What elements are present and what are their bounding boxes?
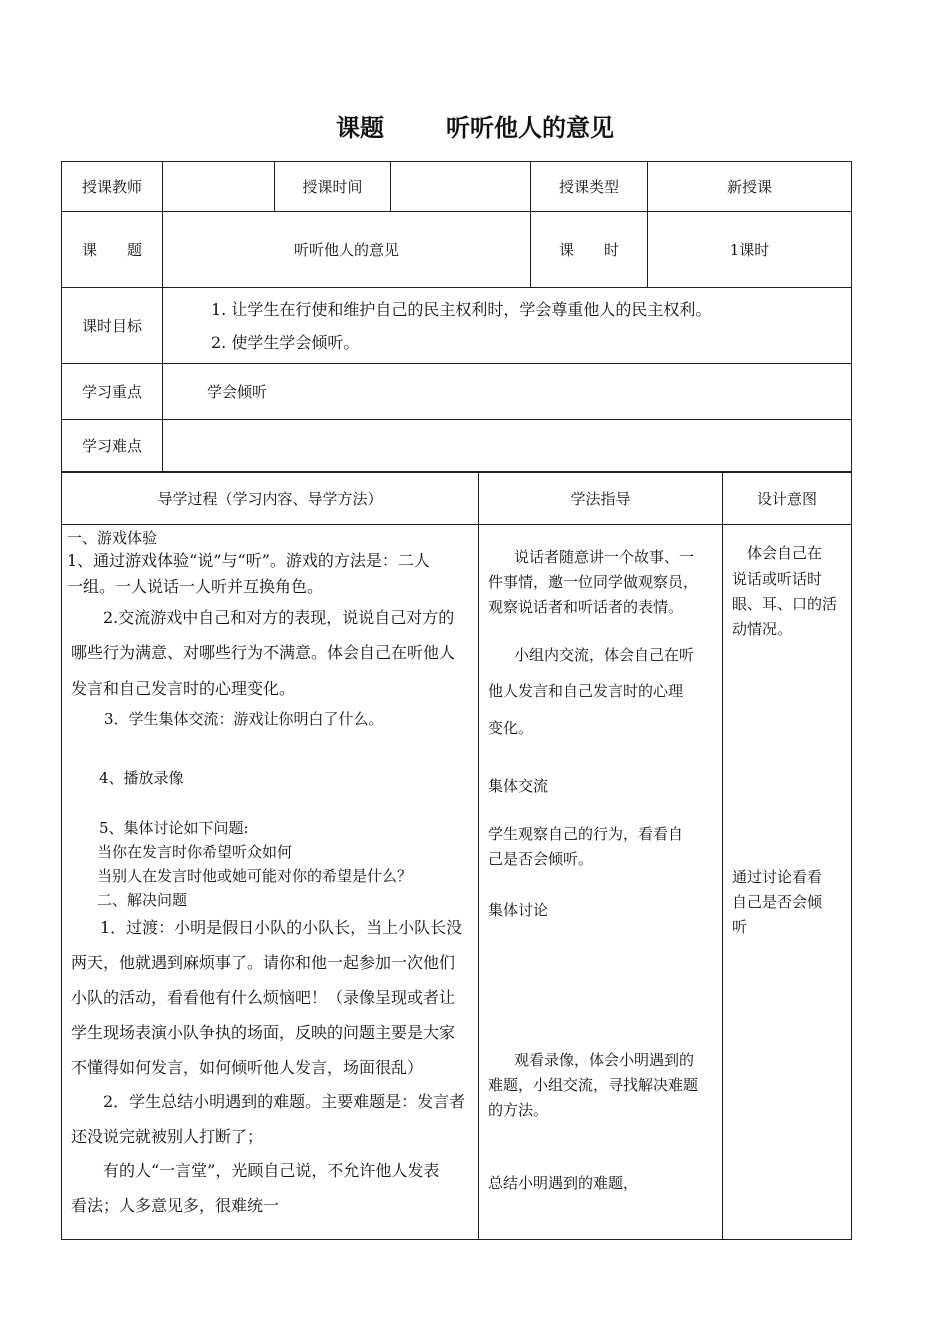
guide-line: 的方法。	[488, 1101, 549, 1119]
intent-line: 说话或听话时	[732, 570, 823, 588]
intent-line: 通过讨论看看	[732, 868, 823, 886]
guide-content-cell	[479, 525, 723, 1240]
process-line: 当别人在发言时他或她可能对你的希望是什么？	[97, 867, 413, 885]
guide-line: 件事情，邀一位同学做观察员，	[488, 573, 699, 591]
type-value: 新授课	[648, 162, 852, 212]
goal-item: 2. 使学生学会倾听。	[211, 332, 360, 352]
goals-label: 课时目标	[62, 288, 163, 364]
goal-item: 1. 让学生在行使和维护自己的民主权利时，学会尊重他人的民主权利。	[211, 299, 712, 319]
guide-line: 集体讨论	[488, 901, 549, 919]
process-line: 二、解决问题	[97, 891, 188, 909]
process-line: 哪些行为满意、对哪些行为不满意。体会自己在听他人	[71, 643, 456, 662]
process-line: 小队的活动，看看他有什么烦恼吧！（录像呈现或者让	[71, 988, 456, 1007]
title-topic: 听听他人的意见	[446, 114, 614, 142]
process-line: 一、游戏体验	[67, 529, 158, 547]
focus-value: 学会倾听	[163, 364, 852, 420]
topic-label: 课 题	[62, 212, 163, 288]
process-line: 发言和自己发言时的心理变化。	[71, 679, 296, 698]
guide-line: 总结小明遇到的难题，	[488, 1174, 639, 1192]
process-content-cell	[62, 525, 479, 1240]
goals-cell	[163, 288, 852, 364]
guide-line: 己是否会倾听。	[488, 850, 594, 868]
teacher-value	[163, 162, 275, 212]
process-line: 1、通过游戏体验“说”与“听”。游戏的方法是：二人	[67, 551, 430, 570]
intent-line: 动情况。	[732, 620, 793, 638]
process-line: 不懂得如何发言，如何倾听他人发言，场面很乱）	[71, 1058, 424, 1077]
guide-line: 说话者随意讲一个故事、一	[514, 548, 695, 566]
time-label: 授课时间	[275, 162, 391, 212]
intent-header: 设计意图	[723, 473, 852, 525]
process-line: 还没说完就被别人打断了；	[71, 1127, 264, 1146]
intent-line: 体会自己在	[747, 544, 823, 562]
process-line: 2.交流游戏中自己和对方的表现，说说自己对方的	[103, 608, 455, 627]
process-line: 2．学生总结小明遇到的难题。主要难题是：发言者	[103, 1092, 466, 1111]
hours-label: 课 时	[531, 212, 648, 288]
topic-value: 听听他人的意见	[163, 212, 531, 288]
guide-line: 他人发言和自己发言时的心理	[488, 682, 684, 700]
guide-line: 集体交流	[488, 777, 549, 795]
intent-line: 眼、耳、口的活	[732, 595, 838, 613]
type-label: 授课类型	[531, 162, 648, 212]
guide-line: 观察说话者和听话者的表情。	[488, 598, 684, 616]
time-value	[391, 162, 531, 212]
difficulty-value	[163, 420, 852, 472]
intent-content-cell	[723, 525, 852, 1240]
process-line: 5、集体讨论如下问题:	[99, 819, 249, 837]
process-line: 有的人“一言堂”，光顾自己说，不允许他人发表	[103, 1161, 440, 1180]
guide-line: 学生观察自己的行为，看看自	[488, 825, 684, 843]
guide-header: 学法指导	[479, 473, 723, 525]
process-line: 看法；人多意见多，很难统一	[71, 1196, 280, 1215]
teacher-label: 授课教师	[62, 162, 163, 212]
intent-line: 听	[732, 918, 748, 936]
guide-line: 变化。	[488, 719, 534, 737]
process-table	[61, 472, 852, 1240]
process-line: 4、播放录像	[99, 769, 184, 787]
lesson-info-table	[61, 161, 852, 472]
page-title	[0, 108, 950, 143]
focus-label: 学习重点	[62, 364, 163, 420]
process-line: 当你在发言时你希望听众如何	[97, 843, 293, 861]
guide-line: 小组内交流，体会自己在听	[514, 646, 695, 664]
title-label: 课题	[336, 114, 384, 142]
process-header: 导学过程（学习内容、导学方法）	[62, 473, 479, 525]
process-line: 一组。一人说话一人听并互换角色。	[67, 577, 324, 596]
difficulty-label: 学习难点	[62, 420, 163, 472]
guide-line: 难题，小组交流，寻找解决难题	[488, 1076, 699, 1094]
process-line: 3．学生集体交流：游戏让你明白了什么。	[104, 710, 384, 728]
process-line: 学生现场表演小队争执的场面，反映的问题主要是大家	[71, 1023, 456, 1042]
hours-value: 1课时	[648, 212, 852, 288]
guide-line: 观看录像，体会小明遇到的	[514, 1051, 695, 1069]
intent-line: 自己是否会倾	[732, 893, 823, 911]
process-line: 1．过渡：小明是假日小队的小队长，当上小队长没	[100, 918, 463, 937]
process-line: 两天，他就遇到麻烦事了。请你和他一起参加一次他们	[71, 953, 456, 972]
